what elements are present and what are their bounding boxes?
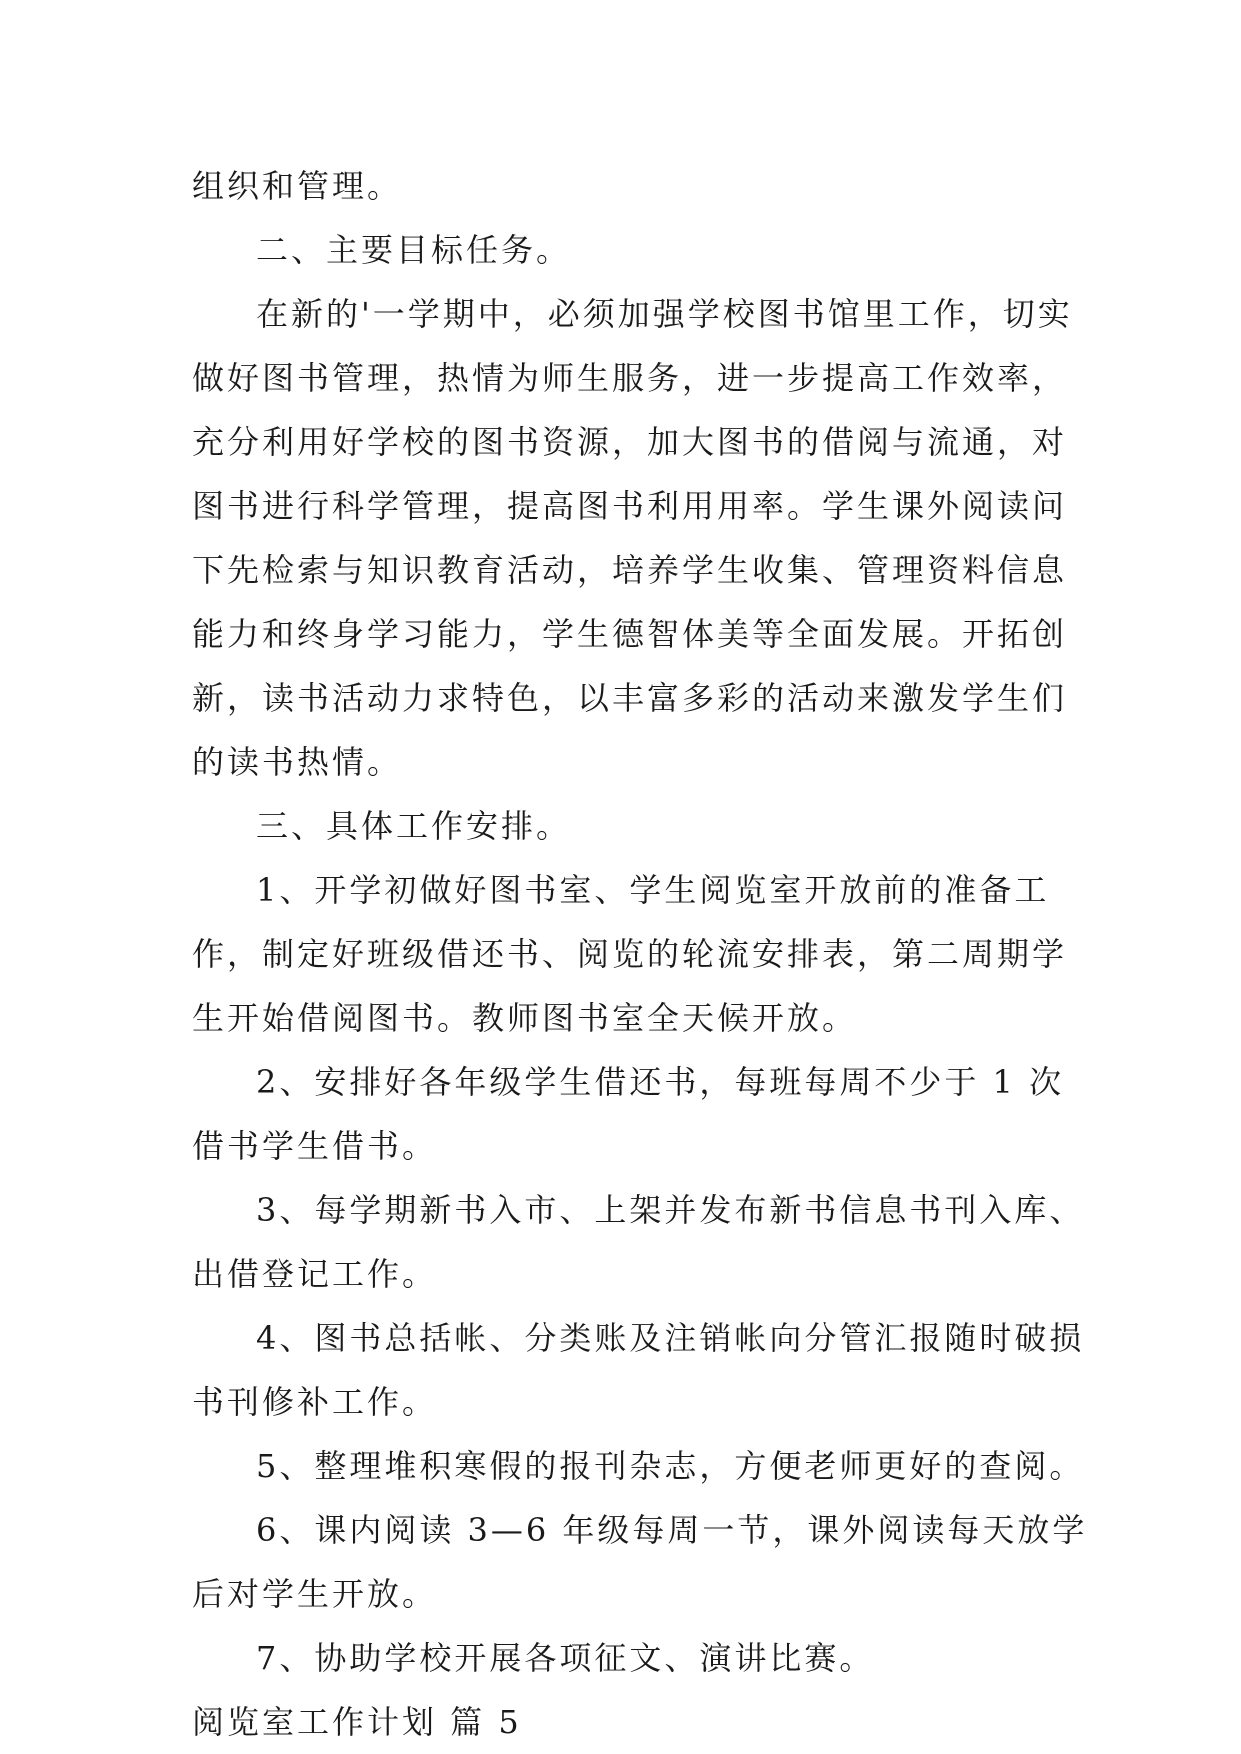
list-item-7: 7、协助学校开展各项征文、演讲比赛。 xyxy=(256,1639,875,1677)
list-item-5: 5、整理堆积寒假的报刊杂志，方便老师更好的查阅。 xyxy=(256,1447,1085,1485)
list-item-6: 6、课内阅读 3—6 年级每周一节，课外阅读每天放学后对学生开放。 xyxy=(192,1511,1088,1613)
heading-work-arrangement: 三、具体工作安排。 xyxy=(256,807,572,845)
paragraph-goals: 在新的'一学期中，必须加强学校图书馆里工作，切实做好图书管理，热情为师生服务，进一步提高工作效率，充分利用好学校的图书资源，加大图书的借阅与流通，对图书进行科学管理，提高图书利用用率。学生课外阅读问下先检索与知识教育活动，培养学生收集、管理资料信息能力和终身学习能力，学生德智体美等全面发展。开拓创新，读书活动力求特色，以丰富多彩的活动来激发学生们的读书热情。 xyxy=(192,295,1073,781)
document-body xyxy=(192,154,1092,1754)
paragraph-continuation: 组织和管理。 xyxy=(192,167,403,205)
list-item-3: 3、每学期新书入市、上架并发布新书信息书刊入库、出借登记工作。 xyxy=(192,1191,1085,1293)
section-heading: 阅览室工作计划 篇 5 xyxy=(192,1703,522,1741)
list-item-4: 4、图书总括帐、分类账及注销帐向分管汇报随时破损书刊修补工作。 xyxy=(192,1319,1085,1421)
list-item-1: 1、开学初做好图书室、学生阅览室开放前的准备工作，制定好班级借还书、阅览的轮流安排表，第二周期学生开始借阅图书。教师图书室全天候开放。 xyxy=(192,871,1068,1037)
list-item-2: 2、安排好各年级学生借还书，每班每周不少于 1 次借书学生借书。 xyxy=(192,1063,1065,1165)
heading-main-goals: 二、主要目标任务。 xyxy=(256,231,572,269)
